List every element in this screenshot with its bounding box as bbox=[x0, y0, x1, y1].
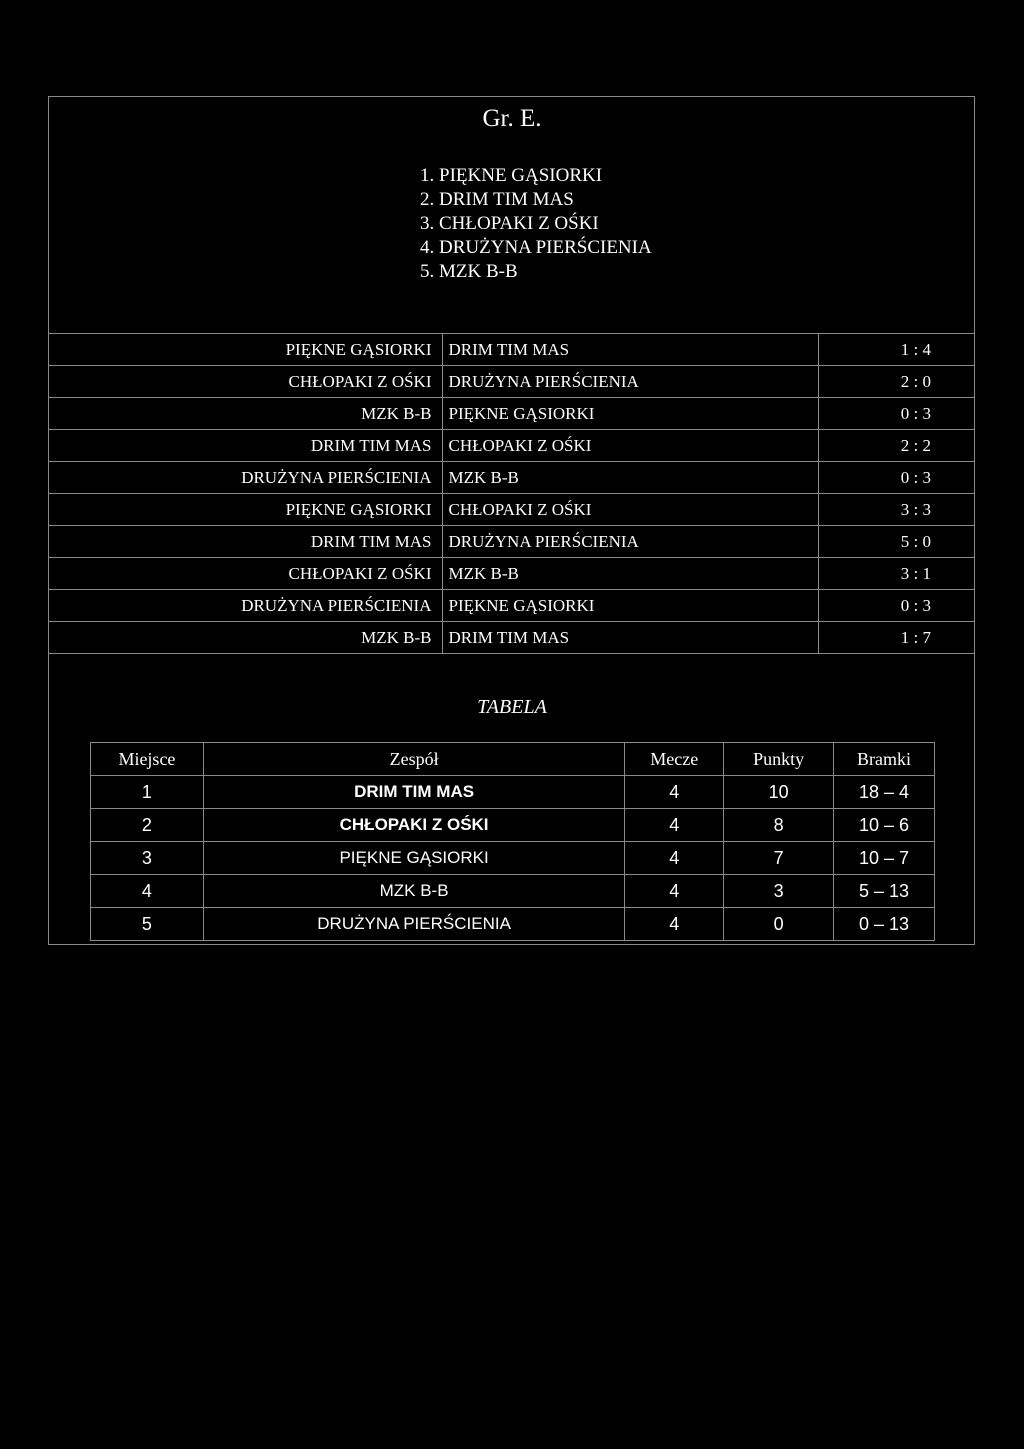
match-away-team: PIĘKNE GĄSIORKI bbox=[442, 398, 818, 430]
standings-row bbox=[91, 908, 935, 941]
match-home-team: DRIM TIM MAS bbox=[48, 430, 442, 462]
match-score: 0 : 3 bbox=[818, 590, 975, 622]
match-score: 2 : 0 bbox=[818, 366, 975, 398]
match-row bbox=[48, 526, 975, 558]
standings-place: 3 bbox=[91, 842, 204, 875]
team-list-item: 1. PIĘKNE GĄSIORKI bbox=[420, 165, 603, 186]
standings-title: TABELA bbox=[477, 696, 547, 718]
match-score: 2 : 2 bbox=[818, 430, 975, 462]
standings-matches: 4 bbox=[625, 842, 724, 875]
match-home-team: PIĘKNE GĄSIORKI bbox=[48, 494, 442, 526]
standings-team: PIĘKNE GĄSIORKI bbox=[203, 842, 624, 875]
match-row bbox=[48, 558, 975, 590]
match-row bbox=[48, 622, 975, 654]
standings-points: 10 bbox=[724, 776, 834, 809]
match-row bbox=[48, 462, 975, 494]
standings-place: 5 bbox=[91, 908, 204, 941]
standings-goals: 10 – 6 bbox=[834, 809, 935, 842]
match-away-team: MZK B-B bbox=[442, 462, 818, 494]
match-home-team: MZK B-B bbox=[48, 398, 442, 430]
standings-team: DRUŻYNA PIERŚCIENIA bbox=[203, 908, 624, 941]
match-score: 3 : 1 bbox=[818, 558, 975, 590]
standings-goals: 0 – 13 bbox=[834, 908, 935, 941]
match-score: 3 : 3 bbox=[818, 494, 975, 526]
match-row bbox=[48, 590, 975, 622]
match-home-team: DRUŻYNA PIERŚCIENIA bbox=[48, 590, 442, 622]
match-score: 0 : 3 bbox=[818, 398, 975, 430]
match-score: 1 : 4 bbox=[818, 334, 975, 366]
match-away-team: DRIM TIM MAS bbox=[442, 334, 818, 366]
header-matches: Mecze bbox=[625, 743, 724, 776]
header-goals: Bramki bbox=[834, 743, 935, 776]
header-team: Zespół bbox=[203, 743, 624, 776]
match-away-team: DRIM TIM MAS bbox=[442, 622, 818, 654]
standings-goals: 18 – 4 bbox=[834, 776, 935, 809]
standings-points: 0 bbox=[724, 908, 834, 941]
match-away-team: MZK B-B bbox=[442, 558, 818, 590]
match-away-team: CHŁOPAKI Z OŚKI bbox=[442, 430, 818, 462]
standings-row bbox=[91, 875, 935, 908]
standings-team: CHŁOPAKI Z OŚKI bbox=[203, 809, 624, 842]
team-list-item: 4. DRUŻYNA PIERŚCIENIA bbox=[420, 237, 652, 258]
match-home-team: DRIM TIM MAS bbox=[48, 526, 442, 558]
standings-matches: 4 bbox=[625, 809, 724, 842]
match-row bbox=[48, 398, 975, 430]
match-away-team: CHŁOPAKI Z OŚKI bbox=[442, 494, 818, 526]
group-title: Gr. E. bbox=[482, 105, 542, 132]
match-home-team: CHŁOPAKI Z OŚKI bbox=[48, 558, 442, 590]
standings-points: 3 bbox=[724, 875, 834, 908]
standings-place: 1 bbox=[91, 776, 204, 809]
team-list-item: 2. DRIM TIM MAS bbox=[420, 189, 574, 210]
matches-table bbox=[48, 333, 975, 654]
team-list-item: 3. CHŁOPAKI Z OŚKI bbox=[420, 213, 599, 234]
header-points: Punkty bbox=[724, 743, 834, 776]
match-row bbox=[48, 430, 975, 462]
standings-place: 4 bbox=[91, 875, 204, 908]
match-home-team: DRUŻYNA PIERŚCIENIA bbox=[48, 462, 442, 494]
match-away-team: DRUŻYNA PIERŚCIENIA bbox=[442, 526, 818, 558]
match-row bbox=[48, 334, 975, 366]
standings-matches: 4 bbox=[625, 776, 724, 809]
standings-team: DRIM TIM MAS bbox=[203, 776, 624, 809]
standings-header-row bbox=[91, 743, 935, 776]
match-score: 5 : 0 bbox=[818, 526, 975, 558]
match-row bbox=[48, 366, 975, 398]
standings-goals: 10 – 7 bbox=[834, 842, 935, 875]
match-home-team: MZK B-B bbox=[48, 622, 442, 654]
standings-matches: 4 bbox=[625, 875, 724, 908]
team-list bbox=[420, 164, 652, 284]
match-home-team: CHŁOPAKI Z OŚKI bbox=[48, 366, 442, 398]
match-home-team: PIĘKNE GĄSIORKI bbox=[48, 334, 442, 366]
standings-matches: 4 bbox=[625, 908, 724, 941]
match-away-team: PIĘKNE GĄSIORKI bbox=[442, 590, 818, 622]
match-score: 1 : 7 bbox=[818, 622, 975, 654]
standings-points: 7 bbox=[724, 842, 834, 875]
standings-place: 2 bbox=[91, 809, 204, 842]
match-row bbox=[48, 494, 975, 526]
header-place: Miejsce bbox=[91, 743, 204, 776]
standings-table bbox=[90, 742, 935, 941]
match-away-team: DRUŻYNA PIERŚCIENIA bbox=[442, 366, 818, 398]
standings-row bbox=[91, 776, 935, 809]
standings-goals: 5 – 13 bbox=[834, 875, 935, 908]
match-score: 0 : 3 bbox=[818, 462, 975, 494]
standings-row bbox=[91, 842, 935, 875]
standings-row bbox=[91, 809, 935, 842]
team-list-item: 5. MZK B-B bbox=[420, 261, 518, 282]
standings-team: MZK B-B bbox=[203, 875, 624, 908]
standings-points: 8 bbox=[724, 809, 834, 842]
